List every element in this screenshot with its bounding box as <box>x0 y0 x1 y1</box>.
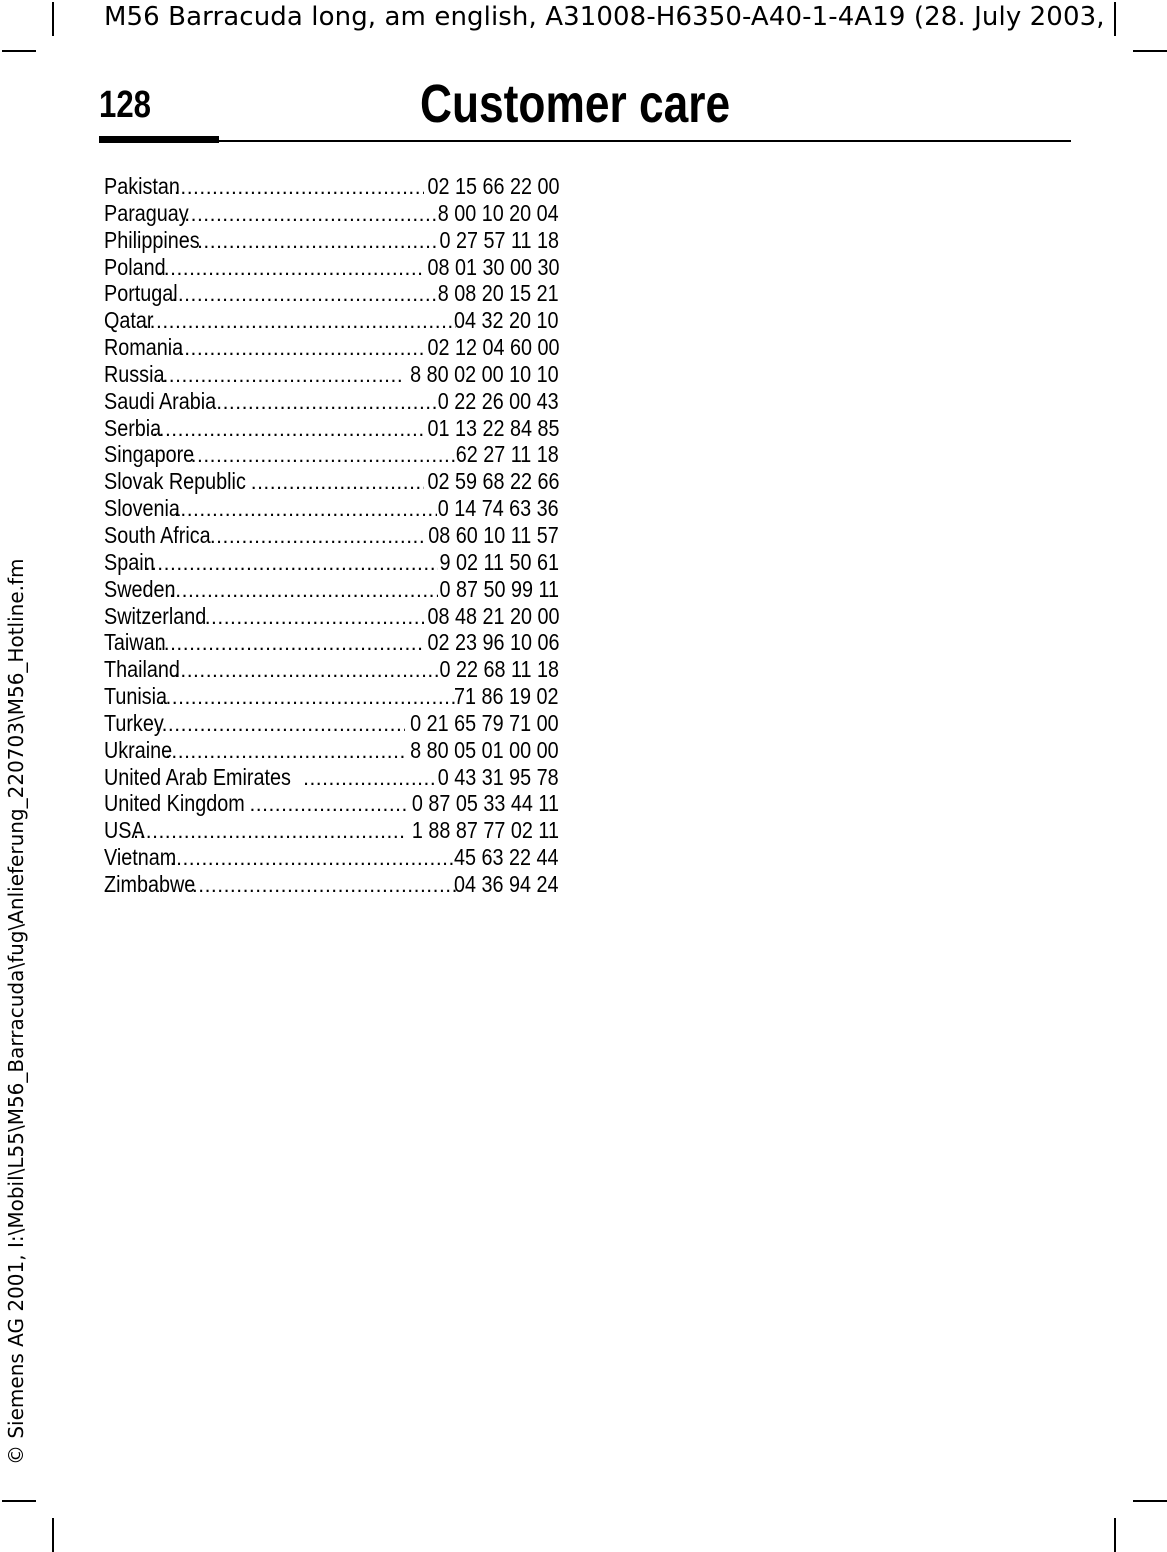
crop-mark-bottom-left-horizontal <box>2 1500 36 1502</box>
crop-mark-bottom-right-horizontal <box>1133 1500 1167 1502</box>
dot-leader <box>216 391 436 415</box>
country-name: Zimbabwe <box>104 870 196 897</box>
page-number: 128 <box>99 84 151 126</box>
hotline-number: 0 87 50 99 11 <box>439 575 559 602</box>
dot-leader <box>178 337 424 361</box>
hotline-row <box>104 334 559 361</box>
hotline-number: 0 87 05 33 44 11 <box>411 790 559 817</box>
hotline-row <box>104 495 559 522</box>
country-name: Paraguay <box>104 199 189 226</box>
hotline-number: 71 86 19 02 <box>454 683 559 710</box>
hotline-number: 04 36 94 24 <box>454 870 559 897</box>
hotline-number: 0 43 31 95 78 <box>438 763 559 790</box>
hotline-row <box>104 522 559 549</box>
dot-leader <box>249 793 406 817</box>
country-name: United Kingdom <box>104 790 245 817</box>
hotline-row <box>104 871 559 898</box>
hotline-number: 02 59 68 22 66 <box>427 468 559 495</box>
hotline-number: 02 23 96 10 06 <box>427 629 559 656</box>
hotline-row <box>104 415 559 442</box>
hotline-number: 02 15 66 22 00 <box>427 173 559 199</box>
dot-leader <box>170 847 456 871</box>
hotline-number: 8 00 10 20 04 <box>438 199 559 226</box>
country-name: Poland <box>104 253 166 280</box>
hotline-row <box>104 629 559 656</box>
hotline-row <box>104 227 559 254</box>
crop-mark-bottom-right-vertical <box>1114 1518 1116 1552</box>
hotline-row <box>104 307 559 334</box>
hotline-number: 8 80 02 00 10 10 <box>410 360 559 387</box>
country-name: Russia <box>104 360 165 387</box>
crop-mark-bottom-left-vertical <box>52 1518 54 1552</box>
hotline-number: 08 01 30 00 30 <box>427 253 559 280</box>
hotline-row <box>104 441 559 468</box>
dot-leader <box>157 632 423 656</box>
country-name: Portugal <box>104 280 178 307</box>
crop-mark-top-right-horizontal <box>1133 50 1167 52</box>
hotline-number: 02 12 04 60 00 <box>427 334 559 361</box>
hotline-row <box>104 817 559 844</box>
dot-leader <box>303 767 436 791</box>
dot-leader <box>210 525 426 549</box>
country-name: Singapore <box>104 441 195 468</box>
hotline-row <box>104 173 559 200</box>
dot-leader <box>165 740 404 764</box>
dot-leader <box>174 176 424 200</box>
country-name: Taiwan <box>104 629 166 656</box>
hotline-row <box>104 576 559 603</box>
country-name: Ukraine <box>104 736 173 763</box>
hotline-number: 01 13 22 84 85 <box>427 414 559 441</box>
hotline-row <box>104 603 559 630</box>
hotline-number: 08 60 10 11 57 <box>428 521 559 548</box>
country-name: Saudi Arabia <box>104 387 217 414</box>
hotline-number: 8 80 05 01 00 00 <box>410 736 559 763</box>
header-rule-thick <box>99 136 219 143</box>
country-name: Turkey <box>104 709 164 736</box>
country-name: Pakistan <box>104 173 180 199</box>
crop-mark-top-left-horizontal <box>2 50 36 52</box>
crop-mark-top-right-vertical <box>1114 2 1116 36</box>
hotline-row <box>104 549 559 576</box>
hotline-row <box>104 200 559 227</box>
dot-leader <box>159 686 456 710</box>
dot-leader <box>192 874 456 898</box>
hotline-number: 62 27 11 18 <box>455 441 559 468</box>
country-name: Slovak Republic <box>104 468 246 495</box>
hotline-number: 0 22 68 11 18 <box>439 656 559 683</box>
country-name: Thailand <box>104 656 180 683</box>
country-name: Tunisia <box>104 683 168 710</box>
hotline-row <box>104 710 559 737</box>
hotline-row <box>104 683 559 710</box>
hotline-row <box>104 656 559 683</box>
hotline-number: 8 08 20 15 21 <box>438 280 559 307</box>
hotline-number: 9 02 11 50 61 <box>439 548 559 575</box>
hotline-row <box>104 254 559 281</box>
dot-leader <box>197 230 438 254</box>
dot-leader <box>174 498 436 522</box>
hotline-row <box>104 361 559 388</box>
crop-mark-top-left-vertical <box>52 2 54 36</box>
hotline-number: 04 32 20 10 <box>454 307 559 334</box>
country-name: Switzerland <box>104 602 207 629</box>
running-header: M56 Barracuda long, am english, A31008-H6350-A40-1-4A19 (28. July 2003, <box>104 2 1105 32</box>
hotline-row <box>104 468 559 495</box>
dot-leader <box>184 203 436 227</box>
dot-leader <box>145 552 439 576</box>
hotline-number: 08 48 21 20 00 <box>427 602 559 629</box>
country-name: United Arab Emirates <box>104 763 291 790</box>
hotline-number: 0 14 74 63 36 <box>438 495 559 522</box>
dot-leader <box>155 713 404 737</box>
hotline-row <box>104 790 559 817</box>
hotline-number: 0 21 65 79 71 00 <box>410 709 559 736</box>
country-name: Romania <box>104 334 184 361</box>
hotline-number: 0 27 57 11 18 <box>439 226 559 253</box>
country-name: Serbia <box>104 414 162 441</box>
hotline-row <box>104 844 559 871</box>
dot-leader <box>152 418 423 442</box>
hotline-number: 1 88 87 77 02 11 <box>411 817 559 844</box>
country-name: South Africa <box>104 521 211 548</box>
header-rule-thin <box>219 140 1071 142</box>
dot-leader <box>174 659 438 683</box>
hotline-row <box>104 388 559 415</box>
country-name: Spain <box>104 548 155 575</box>
dot-leader <box>156 364 404 388</box>
hotline-list <box>104 173 559 898</box>
dot-leader <box>191 444 458 468</box>
country-name: USA <box>104 817 145 844</box>
hotline-number: 45 63 22 44 <box>454 844 559 871</box>
hotline-row <box>104 280 559 307</box>
page-title: Customer care <box>420 74 731 134</box>
country-name: Philippines <box>104 226 200 253</box>
country-name: Sweden <box>104 575 176 602</box>
country-name: Slovenia <box>104 495 180 522</box>
country-name: Vietnam <box>104 844 177 871</box>
country-name: Qatar <box>104 307 154 334</box>
dot-leader <box>143 310 455 334</box>
dot-leader <box>171 283 436 307</box>
hotline-number: 0 22 26 00 43 <box>438 387 559 414</box>
dot-leader <box>157 257 423 281</box>
dot-leader <box>133 820 406 844</box>
dot-leader <box>205 606 424 630</box>
dot-leader <box>251 471 424 495</box>
hotline-row <box>104 737 559 764</box>
hotline-row <box>104 764 559 791</box>
dot-leader <box>169 579 438 603</box>
side-copyright-path: © Siemens AG 2001, I:\Mobil\L55\M56_Barracuda\fug\Anlieferung_220703\M56_Hotline.fm <box>4 558 28 1465</box>
